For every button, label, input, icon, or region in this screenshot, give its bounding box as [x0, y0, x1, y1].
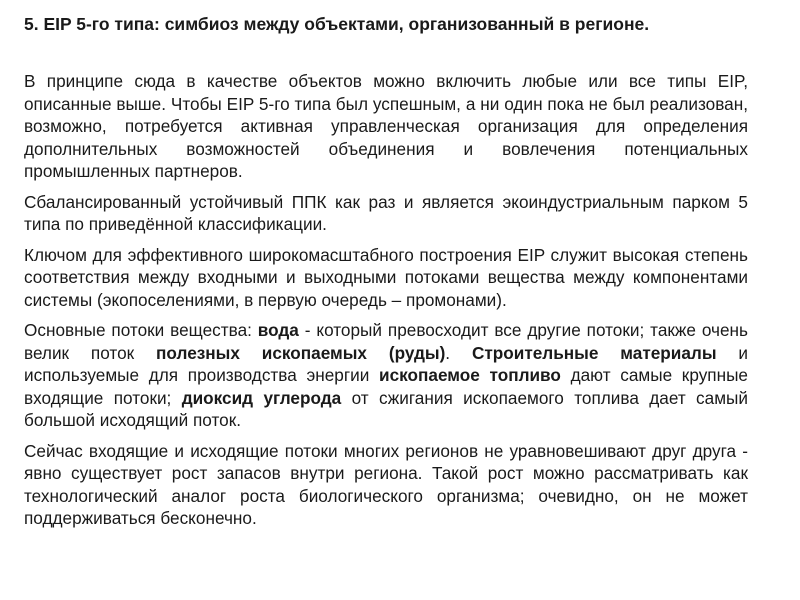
flows-text-2: - который превосходит все другие потоки; также очень велик поток	[24, 320, 748, 363]
flows-bold-co2: диоксид углерода	[181, 387, 342, 408]
flows-text-4: и используемые для производства энергии	[24, 342, 748, 385]
paragraph-main-flows	[24, 319, 748, 432]
flows-text-6: от сжигания ископаемого топлива дает самый большой исходящий поток.	[24, 387, 748, 430]
flows-text-1: Основные потоки вещества:	[24, 320, 258, 340]
paragraph-key-construction: Ключом для эффективного широкомасштабного построения EIP служит высокая степень соответствия между входными и выходными потоками вещества между компонентами системы (экопоселениями, в первую очередь – промонами).	[24, 244, 748, 310]
paragraph-regional-balance: Сейчас входящие и исходящие потоки многих регионов не уравновешивают друг друга - явно существует рост запасов внутри региона. Такой рост можно рассматривать как технологический аналог роста биологического организма; очевидно, он не может поддерживаться бесконечно.	[24, 440, 748, 528]
flows-text-3: .	[445, 342, 472, 363]
paragraph-balanced-ppk: Сбалансированный устойчивый ППК как раз и является экоиндустриальным парком 5 типа по приведённой классификации.	[24, 191, 748, 234]
paragraph-eip-objects: В принципе сюда в качестве объектов можно включить любые или все типы EIP, описанные выше. Чтобы EIP 5-го типа был успешным, а ни один пока не был реализован, возможно, потребуется активная управленческая организация для определения дополнительных возможностей объединения и вовлечения потенциальных промышленных партнеров.	[24, 71, 748, 181]
flows-text-5: дают самые крупные входящие потоки;	[24, 365, 748, 408]
flows-bold-minerals: полезных ископаемых (руды)	[156, 342, 446, 363]
slide-body	[24, 70, 748, 538]
flows-bold-building-materials: Строительные материалы	[471, 342, 717, 363]
flows-bold-water: вода	[257, 320, 299, 340]
slide-title: 5. EIP 5-го типа: симбиоз между объектами, организованный в регионе.	[24, 14, 650, 34]
flows-bold-fossil-fuel: ископаемое топливо	[379, 365, 561, 385]
